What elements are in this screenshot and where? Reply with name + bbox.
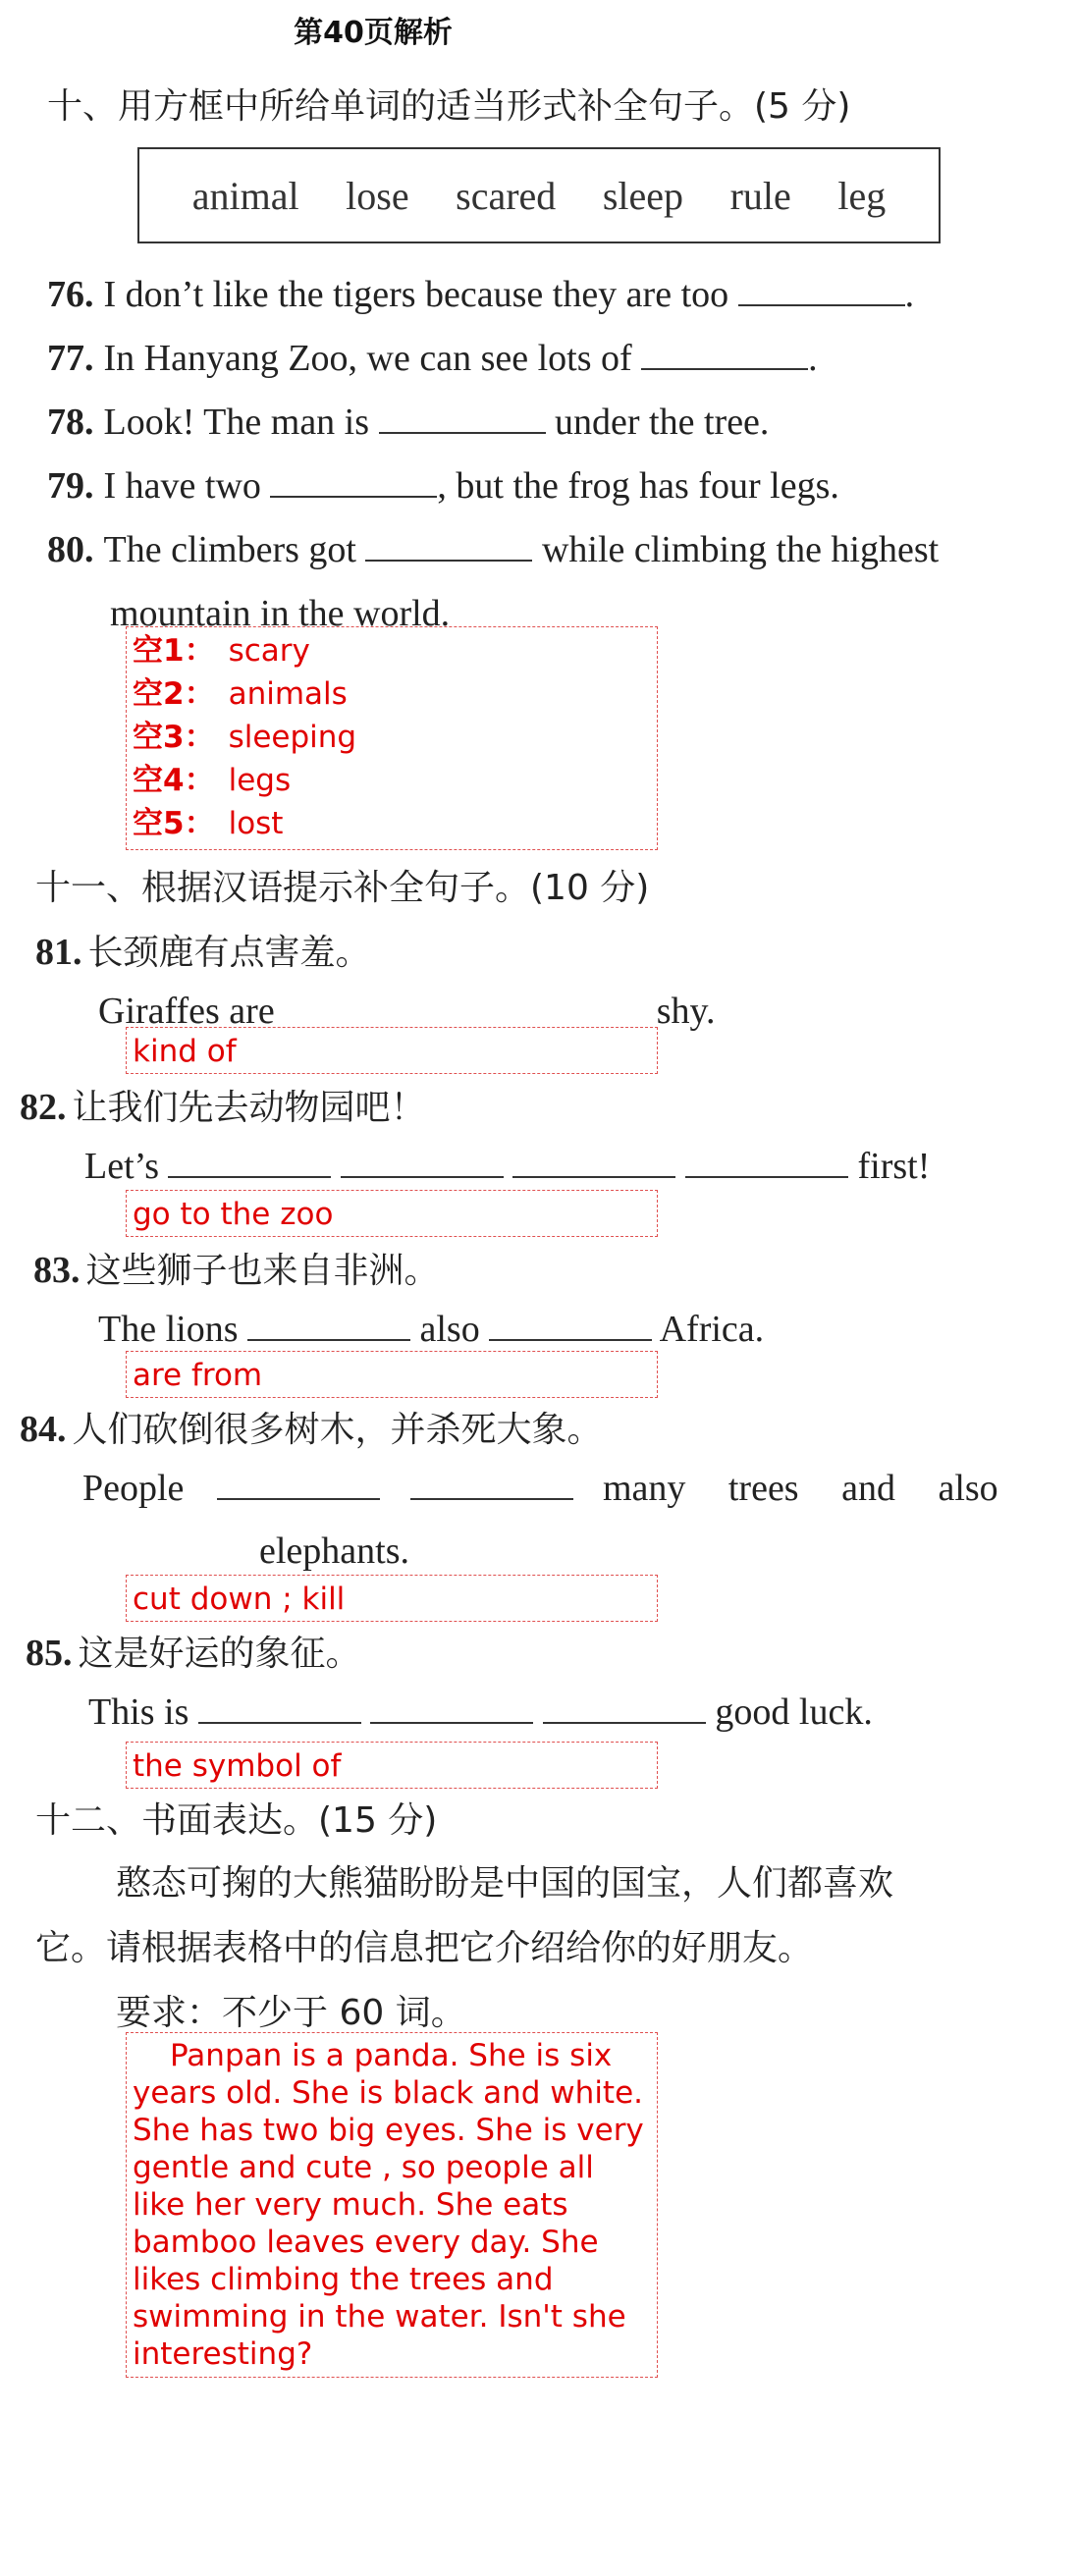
- blank: [489, 1308, 652, 1341]
- answer-3: 空3： sleeping: [133, 720, 357, 755]
- blank: [365, 528, 532, 562]
- question-84-continued: elephants.: [259, 1530, 410, 1572]
- blank: [543, 1690, 706, 1724]
- question-84-chinese: 84. 人们砍倒很多树木，并杀死大象。: [20, 1409, 603, 1450]
- question-79: 79. I have two , but the frog has four legs.: [47, 465, 839, 507]
- blank: [198, 1690, 361, 1724]
- blank: [685, 1145, 848, 1178]
- blank: [379, 401, 546, 434]
- question-85-chinese: 85. 这是好运的象征。: [26, 1633, 361, 1674]
- answer-85: the symbol of: [126, 1742, 658, 1789]
- word-leg: leg: [837, 173, 887, 218]
- blank: [341, 1145, 504, 1178]
- blank: [512, 1145, 675, 1178]
- blank: [217, 1467, 380, 1500]
- answer-5: 空5： lost: [133, 806, 284, 841]
- section-10-heading: 十、用方框中所给单词的适当形式补全句子。(5 分): [47, 86, 851, 127]
- question-80-continued: mountain in the world.: [110, 593, 451, 634]
- question-76: 76. I don’t like the tigers because they are too .: [47, 274, 915, 315]
- word-box: [137, 147, 941, 243]
- question-84-english: People many trees and also: [82, 1468, 998, 1509]
- answer-83: are from: [126, 1351, 658, 1398]
- section-11-heading: 十一、根据汉语提示补全句子。(10 分): [35, 868, 650, 908]
- question-85-english: This is good luck.: [88, 1691, 873, 1733]
- answer-essay: Panpan is a panda. She is six years old. She is black and white. She has two big eyes. She is very gentle and cute , so people all like her very much. She eats bamboo leaves every day. She likes climbing the trees and swimming in the water. Isn't she interesting?: [133, 2038, 644, 2372]
- question-78: 78. Look! The man is under the tree.: [47, 402, 770, 443]
- section-12-heading: 十二、书面表达。(15 分): [35, 1800, 438, 1841]
- blank: [410, 1467, 573, 1500]
- blank: [247, 1308, 410, 1341]
- answer-82: go to the zoo: [126, 1190, 658, 1237]
- question-83-chinese: 83. 这些狮子也来自非洲。: [33, 1250, 440, 1291]
- word-scared: scared: [456, 173, 557, 218]
- answer-4: 空4： legs: [133, 763, 292, 798]
- page-title: 第40页解析: [294, 16, 453, 50]
- blank: [738, 273, 905, 306]
- answer-essay-box: [126, 2032, 658, 2378]
- word-lose: lose: [346, 173, 409, 218]
- blank: [168, 1145, 331, 1178]
- essay-prompt-line-2: 它。请根据表格中的信息把它介绍给你的好朋友。: [35, 1928, 814, 1968]
- word-rule: rule: [729, 173, 791, 218]
- essay-requirement: 要求：不少于 60 词。: [116, 1993, 466, 2033]
- answer-box-section-10: [126, 626, 658, 850]
- blank: [370, 1690, 533, 1724]
- question-83-english: The lions also Africa.: [98, 1309, 765, 1350]
- answer-84: cut down ; kill: [126, 1575, 658, 1622]
- blank: [641, 337, 808, 370]
- question-77: 77. In Hanyang Zoo, we can see lots of .: [47, 338, 818, 379]
- word-animal: animal: [191, 173, 299, 218]
- question-81-english: Giraffes are shy.: [98, 991, 716, 1032]
- question-82-chinese: 82. 让我们先去动物园吧！: [20, 1087, 426, 1128]
- essay-prompt-line-1: 憨态可掬的大熊猫盼盼是中国的国宝，人们都喜欢: [116, 1863, 894, 1904]
- blank: [270, 464, 437, 498]
- answer-1: 空1： scary: [133, 633, 310, 669]
- word-sleep: sleep: [602, 173, 684, 218]
- answer-81: kind of: [126, 1027, 658, 1074]
- question-80: 80. The climbers got while climbing the highest: [47, 529, 940, 570]
- question-82-english: Let’s first!: [84, 1146, 931, 1187]
- question-81-chinese: 81. 长颈鹿有点害羞。: [35, 932, 371, 973]
- answer-2: 空2： animals: [133, 676, 348, 712]
